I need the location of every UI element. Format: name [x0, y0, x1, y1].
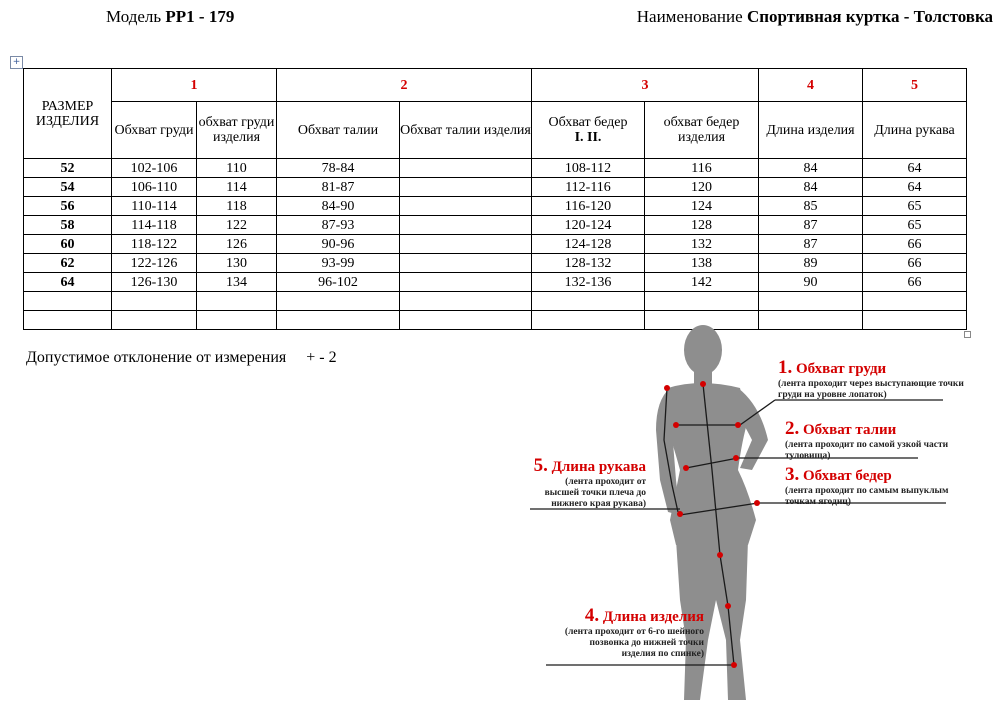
table-cell: 116-120: [532, 197, 645, 216]
table-cell: 87-93: [277, 216, 400, 235]
table-cell: 134: [197, 273, 277, 292]
table-cell: 90-96: [277, 235, 400, 254]
column-label: Обхват груди: [112, 102, 197, 159]
group-number-4: 4: [759, 69, 863, 102]
table-cell: 87: [759, 216, 863, 235]
table-cell: 106-110: [112, 178, 197, 197]
table-cell: 120: [645, 178, 759, 197]
size-cell: 64: [24, 273, 112, 292]
table-cell: 124-128: [532, 235, 645, 254]
table-cell: 126: [197, 235, 277, 254]
table-cell: 138: [645, 254, 759, 273]
table-cell: 66: [863, 235, 967, 254]
group-number-1: 1: [112, 69, 277, 102]
tolerance-value: + - 2: [306, 349, 337, 366]
table-cell: 110: [197, 159, 277, 178]
table-cell: 128-132: [532, 254, 645, 273]
table-cell: 96-102: [277, 273, 400, 292]
group-number-2: 2: [277, 69, 532, 102]
annotation-length: 4. Длина изделия (лента проходит от 6-го шейного позвонка до нижней точки изделия по спинке): [564, 605, 704, 659]
table-cell: 116: [645, 159, 759, 178]
table-cell: 110-114: [112, 197, 197, 216]
column-label: Обхват талии изделия: [400, 102, 532, 159]
table-cell: 84: [759, 178, 863, 197]
tolerance-label: Допустимое отклонение от измерения: [26, 349, 287, 366]
column-label: обхват бедер изделия: [645, 102, 759, 159]
model-value: PP1 - 179: [165, 7, 235, 26]
column-label: обхват груди изделия: [197, 102, 277, 159]
column-label: Обхват талии: [277, 102, 400, 159]
group-number-5: 5: [863, 69, 967, 102]
column-label-hips: Обхват бедер I. II.: [532, 102, 645, 159]
table-cell: 118-122: [112, 235, 197, 254]
annotation-sleeve: 5. Длина рукава (лента проходит от высшей точки плеча до нижнего края рукава): [533, 455, 646, 509]
table-cell: 124: [645, 197, 759, 216]
table-cell: 102-106: [112, 159, 197, 178]
table-cell: 90: [759, 273, 863, 292]
table-cell: 114-118: [112, 216, 197, 235]
size-header-cell: РАЗМЕР ИЗДЕЛИЯ: [24, 69, 112, 159]
table-cell: 108-112: [532, 159, 645, 178]
size-cell: 56: [24, 197, 112, 216]
name-label: Наименование: [636, 7, 743, 26]
table-cell: 65: [863, 216, 967, 235]
table-cell: 112-116: [532, 178, 645, 197]
table-cell: 81-87: [277, 178, 400, 197]
table-cell: 85: [759, 197, 863, 216]
size-cell: 62: [24, 254, 112, 273]
table-cell: 114: [197, 178, 277, 197]
table-cell: 66: [863, 273, 967, 292]
table-cell: 122-126: [112, 254, 197, 273]
annotation-waist: 2. Обхват талии (лента проходит по самой узкой части туловища): [785, 418, 949, 461]
table-cell: 89: [759, 254, 863, 273]
table-cell: 78-84: [277, 159, 400, 178]
table-cell: 132-136: [532, 273, 645, 292]
size-cell: 58: [24, 216, 112, 235]
table-cell: 126-130: [112, 273, 197, 292]
annotation-hips: 3. Обхват бедер (лента проходит по самым выпуклым точкам ягодиц): [785, 464, 949, 507]
table-cell: 66: [863, 254, 967, 273]
model-label: Модель: [106, 7, 162, 26]
table-cell: 84-90: [277, 197, 400, 216]
table-cell: 84: [759, 159, 863, 178]
table-cell: 128: [645, 216, 759, 235]
size-cell: 54: [24, 178, 112, 197]
table-cell: 120-124: [532, 216, 645, 235]
table-cell: 87: [759, 235, 863, 254]
column-label: Длина рукава: [863, 102, 967, 159]
size-cell: 52: [24, 159, 112, 178]
size-cell: 60: [24, 235, 112, 254]
table-cell: 118: [197, 197, 277, 216]
table-cell: 93-99: [277, 254, 400, 273]
table-cell: 132: [645, 235, 759, 254]
annotation-chest: 1. Обхват груди (лента проходит через выступающие точки груди на уровне лопаток): [778, 357, 964, 400]
table-cell: 64: [863, 178, 967, 197]
group-number-3: 3: [532, 69, 759, 102]
table-cell: 142: [645, 273, 759, 292]
table-cell: 65: [863, 197, 967, 216]
table-cell: 64: [863, 159, 967, 178]
table-move-handle-icon[interactable]: +: [10, 56, 23, 69]
table-cell: 130: [197, 254, 277, 273]
column-label: Длина изделия: [759, 102, 863, 159]
table-cell: 122: [197, 216, 277, 235]
name-value: Спортивная куртка - Толстовка: [746, 7, 993, 26]
